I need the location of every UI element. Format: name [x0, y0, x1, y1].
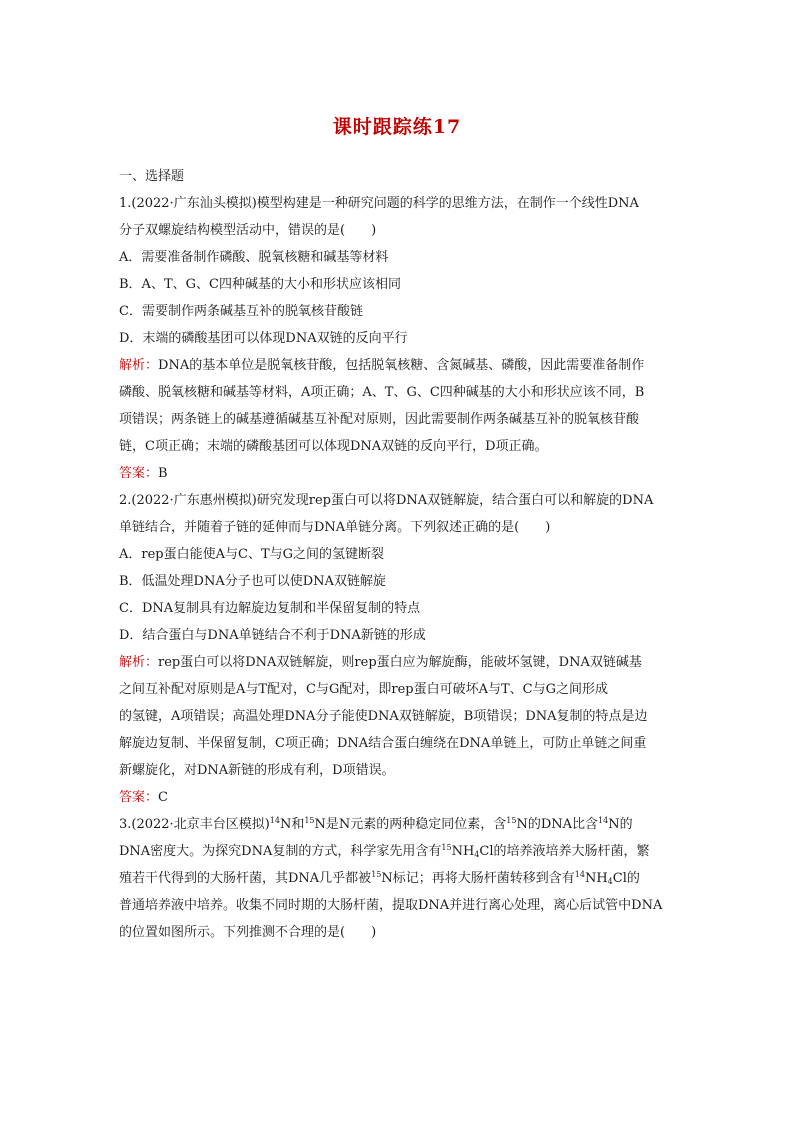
question-2-stem-line-2: 单链结合，并随着子链的延伸而与DNA单链分离。下列叙述正确的是( ) [119, 520, 551, 535]
answer-label: 答案： [119, 466, 159, 481]
analysis-text: DNA的基本单位是脱氧核苷酸，包括脱氧核糖、含氮碱基、磷酸，因此需要准备制作 [158, 358, 645, 373]
question-1-analysis-line-3: 项错误；两条链上的碱基遵循碱基互补配对原则，因此需要制作两条碱基互补的脱氧核苷酸 [119, 412, 640, 427]
text-run: NH [451, 844, 475, 859]
superscript: 15 [506, 816, 517, 825]
text-run: N的DNA比含 [516, 817, 599, 832]
superscript: 14 [574, 870, 585, 879]
question-1-stem-line-2: 分子双螺旋结构模型活动中，错误的是( ) [119, 223, 377, 238]
answer-value: B [158, 466, 168, 481]
question-1-stem-line-1: 1.(2022·广东汕头模拟)模型构建是一种研究问题的科学的思维方法，在制作一个线性DNA [119, 196, 639, 211]
question-3 [119, 811, 679, 946]
text-run: NH [584, 871, 608, 886]
text-run: N标记；再将大肠杆菌转移到含有 [381, 871, 575, 886]
question-1-option-d: D．末端的磷酸基团可以体现DNA双链的反向平行 [119, 331, 408, 346]
analysis-label: 解析： [119, 655, 159, 670]
question-3-stem-line-4: 普通培养液中培养。收集不同时期的大肠杆菌，提取DNA并进行离心处理，离心后试管中DNA [119, 898, 663, 913]
question-2-analysis-line-3: 的氢键，A项错误；高温处理DNA分子能使DNA双链解旋，B项错误；DNA复制的特点是边 [119, 709, 648, 724]
text-run: N和 [279, 817, 305, 832]
question-1-option-a: A．需要准备制作磷酸、脱氧核糖和碱基等材料 [119, 250, 389, 265]
answer-value: C [158, 790, 168, 805]
page-title: 课时跟踪练17 [332, 116, 462, 138]
question-2-analysis-line-2: 之间互补配对原则是A与T配对，C与G配对，即rep蛋白可破坏A与T、C与G之间形成 [119, 682, 609, 697]
text-run: N是N元素的两种稳定同位素，含 [314, 817, 507, 832]
text-run: DNA密度大。为探究DNA复制的方式，科学家先用含有 [119, 844, 442, 859]
document-body [119, 163, 679, 946]
text-run: Cl的 [612, 871, 640, 886]
text-run: 殖若干代得到的大肠杆菌，其DNA几乎都被 [119, 871, 372, 886]
question-3-stem-line-5: 的位置如图所示。下列推测不合理的是( ) [119, 925, 377, 940]
superscript: 15 [441, 843, 452, 852]
section-heading: 一、选择题 [119, 169, 185, 184]
superscript: 14 [598, 816, 609, 825]
analysis-label: 解析： [119, 358, 159, 373]
subscript: 4 [474, 850, 480, 859]
question-2-option-b: B．低温处理DNA分子也可以使DNA双链解旋 [119, 574, 386, 589]
question-2-analysis-line-5: 新螺旋化，对DNA新链的形成有利，D项错误。 [119, 763, 395, 778]
text-run: 3.(2022·北京丰台区模拟) [119, 817, 270, 832]
superscript: 15 [371, 870, 382, 879]
question-2-analysis-line-4: 解旋边复制、半保留复制，C项正确；DNA结合蛋白缠绕在DNA单链上，可防止单链之间重 [119, 736, 647, 751]
question-3-stem-line-3 [119, 865, 679, 892]
analysis-text: rep蛋白可以将DNA双链解旋，则rep蛋白应为解旋酶，能破坏氢键，DNA双链碱基 [158, 655, 642, 670]
text-run: N的 [608, 817, 633, 832]
question-1-analysis-line-1 [119, 352, 679, 379]
question-1-option-b: B．A、T、G、C四种碱基的大小和形状应该相同 [119, 277, 401, 292]
question-1 [119, 190, 679, 487]
superscript: 14 [269, 816, 280, 825]
question-2-option-a: A．rep蛋白能使A与C、T与G之间的氢键断裂 [119, 547, 385, 562]
question-1-analysis-line-2: 磷酸、脱氧核糖和碱基等材料，A项正确；A、T、G、C四种碱基的大小和形状应该不同，B [119, 385, 645, 400]
question-2-option-d: D．结合蛋白与DNA单链结合不利于DNA新链的形成 [119, 628, 426, 643]
question-1-answer [119, 460, 679, 487]
question-2-analysis-line-1 [119, 649, 679, 676]
question-3-stem-line-1 [119, 811, 679, 838]
question-2 [119, 487, 679, 811]
subscript: 4 [607, 877, 613, 886]
question-1-analysis-line-4: 链，C项正确；末端的磷酸基团可以体现DNA双链的反向平行，D项正确。 [119, 439, 548, 454]
question-3-stem-line-2 [119, 838, 679, 865]
question-2-answer [119, 784, 679, 811]
question-2-option-c: C．DNA复制具有边解旋边复制和半保留复制的特点 [119, 601, 421, 616]
question-1-option-c: C．需要制作两条碱基互补的脱氧核苷酸链 [119, 304, 363, 319]
question-2-stem-line-1: 2.(2022·广东惠州模拟)研究发现rep蛋白可以将DNA双链解旋，结合蛋白可以和解旋的DNA [119, 493, 654, 508]
answer-label: 答案： [119, 790, 159, 805]
superscript: 15 [304, 816, 315, 825]
text-run: Cl的培养液培养大肠杆菌，繁 [479, 844, 650, 859]
